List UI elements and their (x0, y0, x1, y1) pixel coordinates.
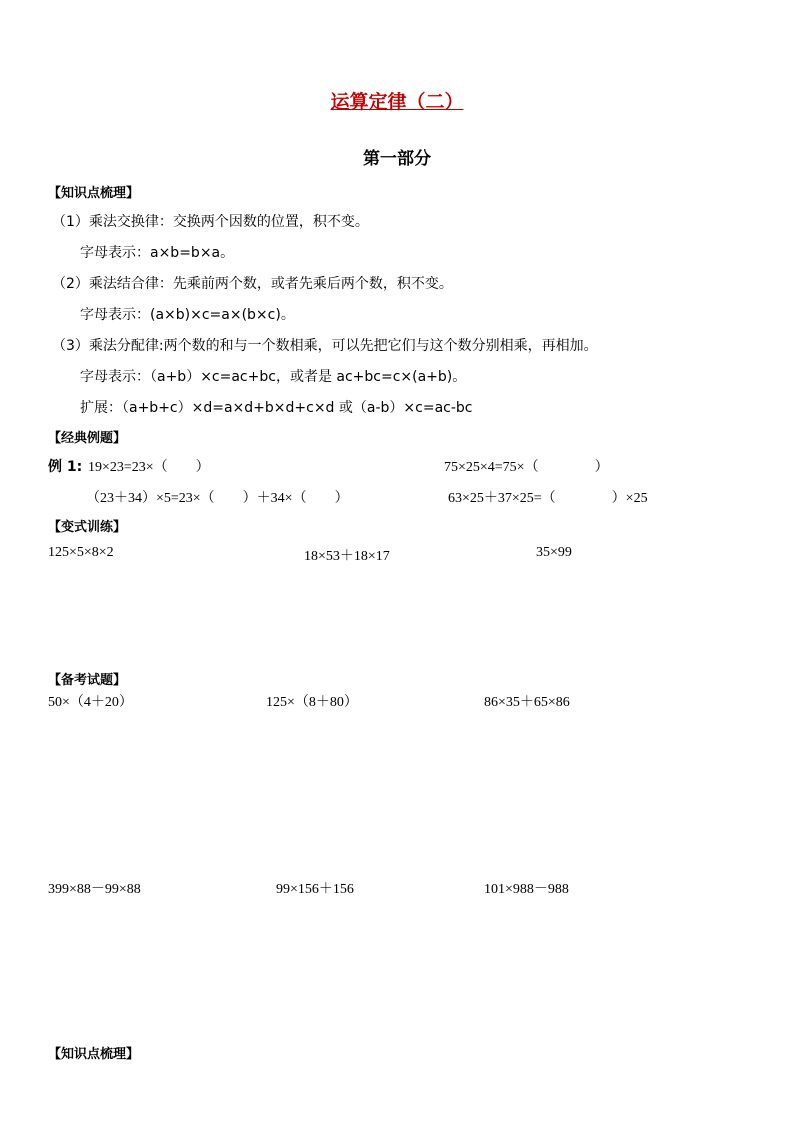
example-label: 例 1: (48, 459, 83, 475)
section-heading-knowledge: 【知识点梳理】 (48, 186, 140, 201)
example-item-3: （23＋34）×5=23×（ ）＋34×（ ） (86, 491, 349, 506)
section-heading-exam: 【备考试题】 (48, 673, 127, 688)
rule-associative: （2）乘法结合律：先乘前两个数，或者先乘后两个数，积不变。 (52, 276, 453, 292)
practice-item-2: 18×53＋18×17 (304, 549, 390, 564)
exam-item-5: 99×156＋156 (276, 882, 354, 897)
exam-item-1: 50×（4＋20） (48, 695, 133, 710)
rule-commutative-formula: 字母表示：a×b=b×a。 (80, 245, 235, 261)
rule-associative-formula: 字母表示：(a×b)×c=a×(b×c)。 (80, 307, 295, 323)
exam-item-2: 125×（8＋80） (266, 695, 358, 710)
section-heading-practice: 【变式训练】 (48, 520, 127, 535)
section-heading-examples: 【经典例题】 (48, 431, 127, 446)
rule-distributive-formula: 字母表示：（a+b）×c=ac+bc，或者是 ac+bc=c×(a+b)。 (80, 369, 467, 385)
practice-item-3: 35×99 (536, 545, 572, 560)
rule-distributive: （3）乘法分配律:两个数的和与一个数相乘，可以先把它们与这个数分别相乘，再相加。 (52, 338, 598, 354)
example-item-4: 63×25＋37×25=（ ）×25 (448, 491, 648, 506)
example-item-1: 19×23=23×（ ） (88, 460, 210, 475)
page-title (0, 87, 794, 114)
practice-item-1: 125×5×8×2 (48, 545, 114, 560)
rule-commutative: （1）乘法交换律：交换两个因数的位置，积不变。 (52, 214, 369, 230)
exam-item-3: 86×35＋65×86 (484, 695, 570, 710)
exam-item-4: 399×88－99×88 (48, 882, 141, 897)
exam-item-6: 101×988－988 (484, 882, 569, 897)
part-heading: 第一部分 (363, 149, 431, 169)
example-item-2: 75×25×4=75×（ ） (444, 460, 609, 475)
page-title-text: 运算定律（二） (330, 91, 464, 113)
rule-extension: 扩展：（a+b+c）×d=a×d+b×d+c×d 或（a-b）×c=ac-bc (80, 400, 473, 416)
section-heading-knowledge-2: 【知识点梳理】 (48, 1047, 140, 1062)
